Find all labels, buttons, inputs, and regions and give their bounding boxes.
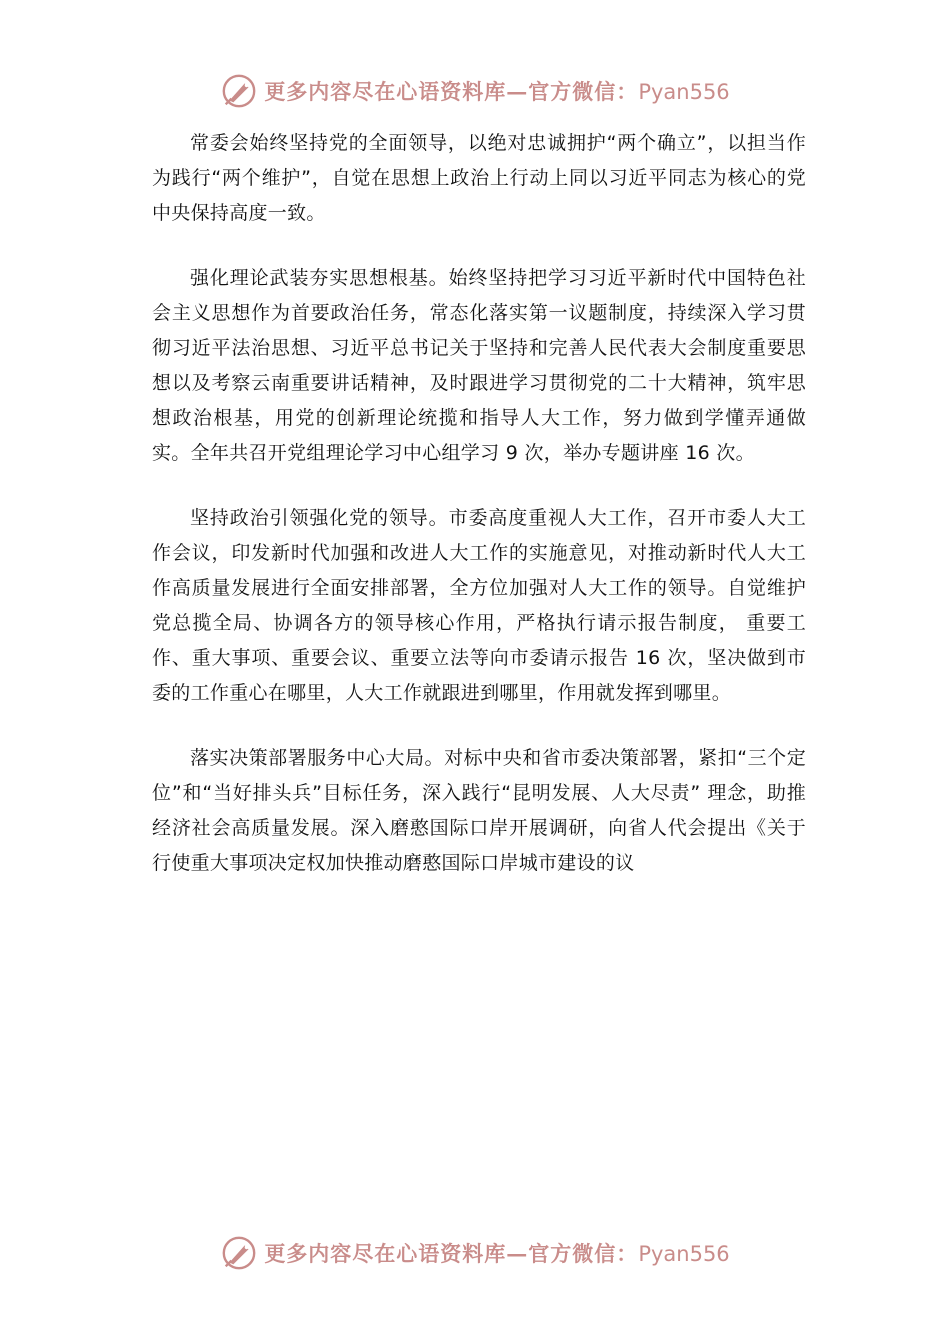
paragraph-3: 坚持政治引领强化党的领导。市委高度重视人大工作，召开市委人大工作会议，印发新时代加强和改进人大工作的实施意见，对推动新时代人大工作高质量发展进行全面安排部署，全方位加强对人大工作的领导。自觉维护党总揽全局、协调各方的领导核心作用，严格执行请示报告制度， 重要工作、重大事项、重要会议、重要立法等向市委请示报告 16 次，坚决做到市委的工作重心在哪里，人大工作就跟进到哪里，作用就发挥到哪里。 [152,507,806,704]
document-body [152,126,806,911]
paragraph-4: 落实决策部署服务中心大局。对标中央和省市委决策部署，紧扣“三个定位”和“当好排头兵”目标任务，深入践行“昆明发展、人大尽责” 理念，助推经济社会高质量发展。深入磨憨国际口岸开展调研，向省人代会提出《关于行使重大事项决定权加快推动磨憨国际口岸城市建设的议 [152,747,806,874]
watermark-wechat-id: Pyan556 [638,1242,730,1266]
paragraph-2: 强化理论武装夯实思想根基。始终坚持把学习习近平新时代中国特色社会主义思想作为首要政治任务，常态化落实第一议题制度，持续深入学习贯彻习近平法治思想、习近平总书记关于坚持和完善人民代表大会制度重要思想以及考察云南重要讲话精神，及时跟进学习贯彻党的二十大精神，筑牢思想政治根基，用党的创新理论统揽和指导人大工作，努力做到学懂弄通做实。全年共召开党组理论学习中心组学习 9 次，举办专题讲座 16 次。 [152,267,806,464]
pen-nib-logo-icon [220,72,258,110]
watermark-text: 更多内容尽在心语资料库—官方微信： [264,79,639,104]
watermark-text: 更多内容尽在心语资料库—官方微信： [264,1241,639,1266]
pen-nib-logo-icon [220,1234,258,1272]
paragraph-1: 常委会始终坚持党的全面领导，以绝对忠诚拥护“两个确立”，以担当作为践行“两个维护”，自觉在思想上政治上行动上同以习近平同志为核心的党中央保持高度一致。 [152,132,806,224]
header-watermark [0,72,950,110]
watermark-wechat-id: Pyan556 [638,80,730,104]
footer-watermark [0,1234,950,1272]
